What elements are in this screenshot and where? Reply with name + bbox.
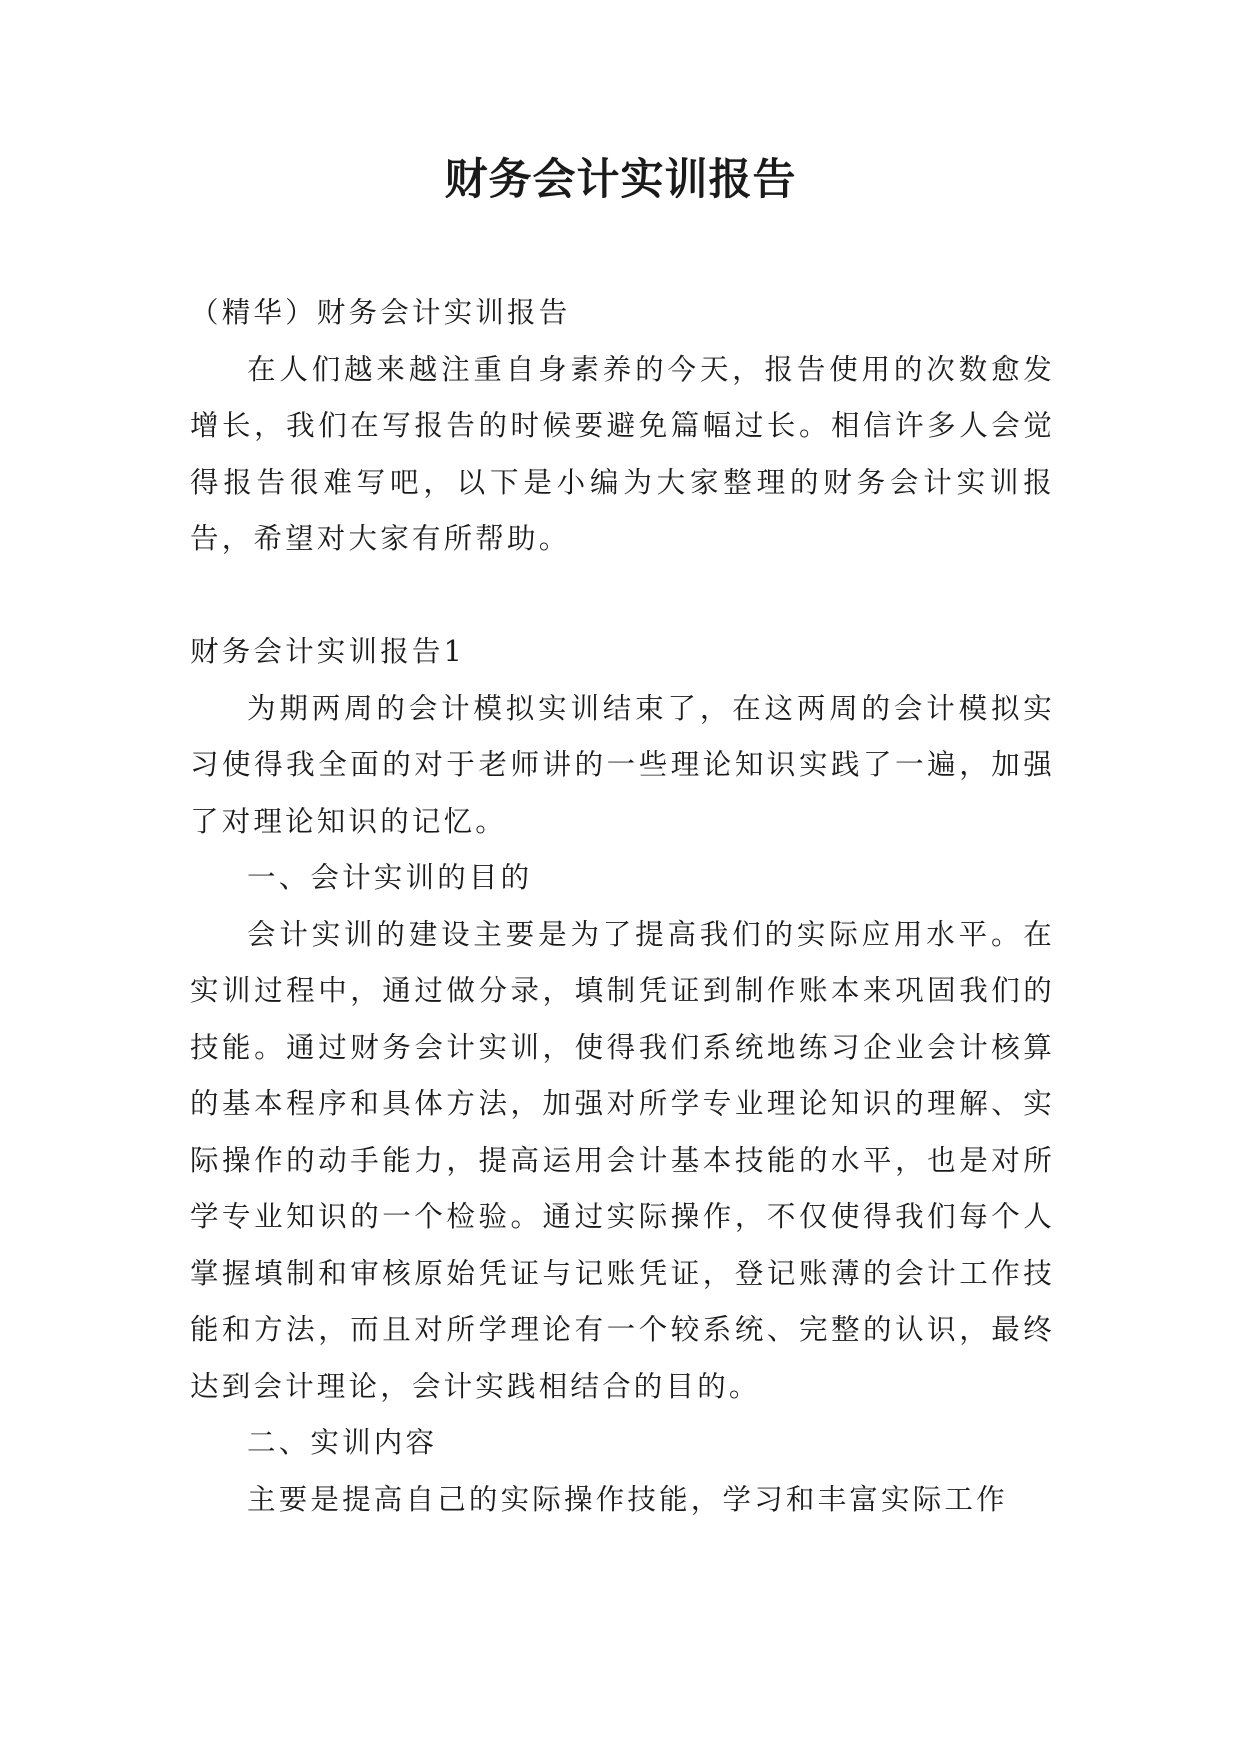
heading-purpose: 一、会计实训的目的 [247, 861, 533, 894]
document-subtitle: （精华）财务会计实训报告 [190, 296, 571, 329]
body-paragraph-content: 主要是提高自己的实际操作技能，学习和丰富实际工作 [247, 1482, 1008, 1516]
body-paragraph-purpose: 会计实训的建设主要是为了提高我们的实际应用水平。在实训过程中，通过做分录，填制凭证到制作账本来巩固我们的技能。通过财务会计实训，使得我们系统地练习企业会计核算的基本程序和具体方法，加强对所学专业理论知识的理解、实际操作的动手能力，提高运用会计基本技能的水平，也是对所学专业知识的一个检验。通过实际操作，不仅使得我们每个人掌握填制和审核原始凭证与记账凭证，登记账薄的会计工作技能和方法，而且对所学理论有一个较系统、完整的认识，最终达到会计理论，会计实践相结合的目的。 [190, 917, 1055, 1403]
document-body [190, 285, 1055, 1528]
body-paragraph-summary: 为期两周的会计模拟实训结束了，在这两周的会计模拟实习使得我全面的对于老师讲的一些理论知识实践了一遍，加强了对理论知识的记忆。 [190, 691, 1055, 838]
heading-content: 二、实训内容 [247, 1426, 438, 1459]
document-title: 财务会计实训报告 [444, 155, 797, 205]
intro-paragraph: 在人们越来越注重自身素养的今天，报告使用的次数愈发增长，我们在写报告的时候要避免篇幅过长。相信许多人会觉得报告很难写吧，以下是小编为大家整理的财务会计实训报告，希望对大家有所帮助。 [190, 352, 1055, 555]
paragraph-spacer [190, 568, 1055, 625]
section-heading: 财务会计实训报告1 [190, 635, 465, 668]
